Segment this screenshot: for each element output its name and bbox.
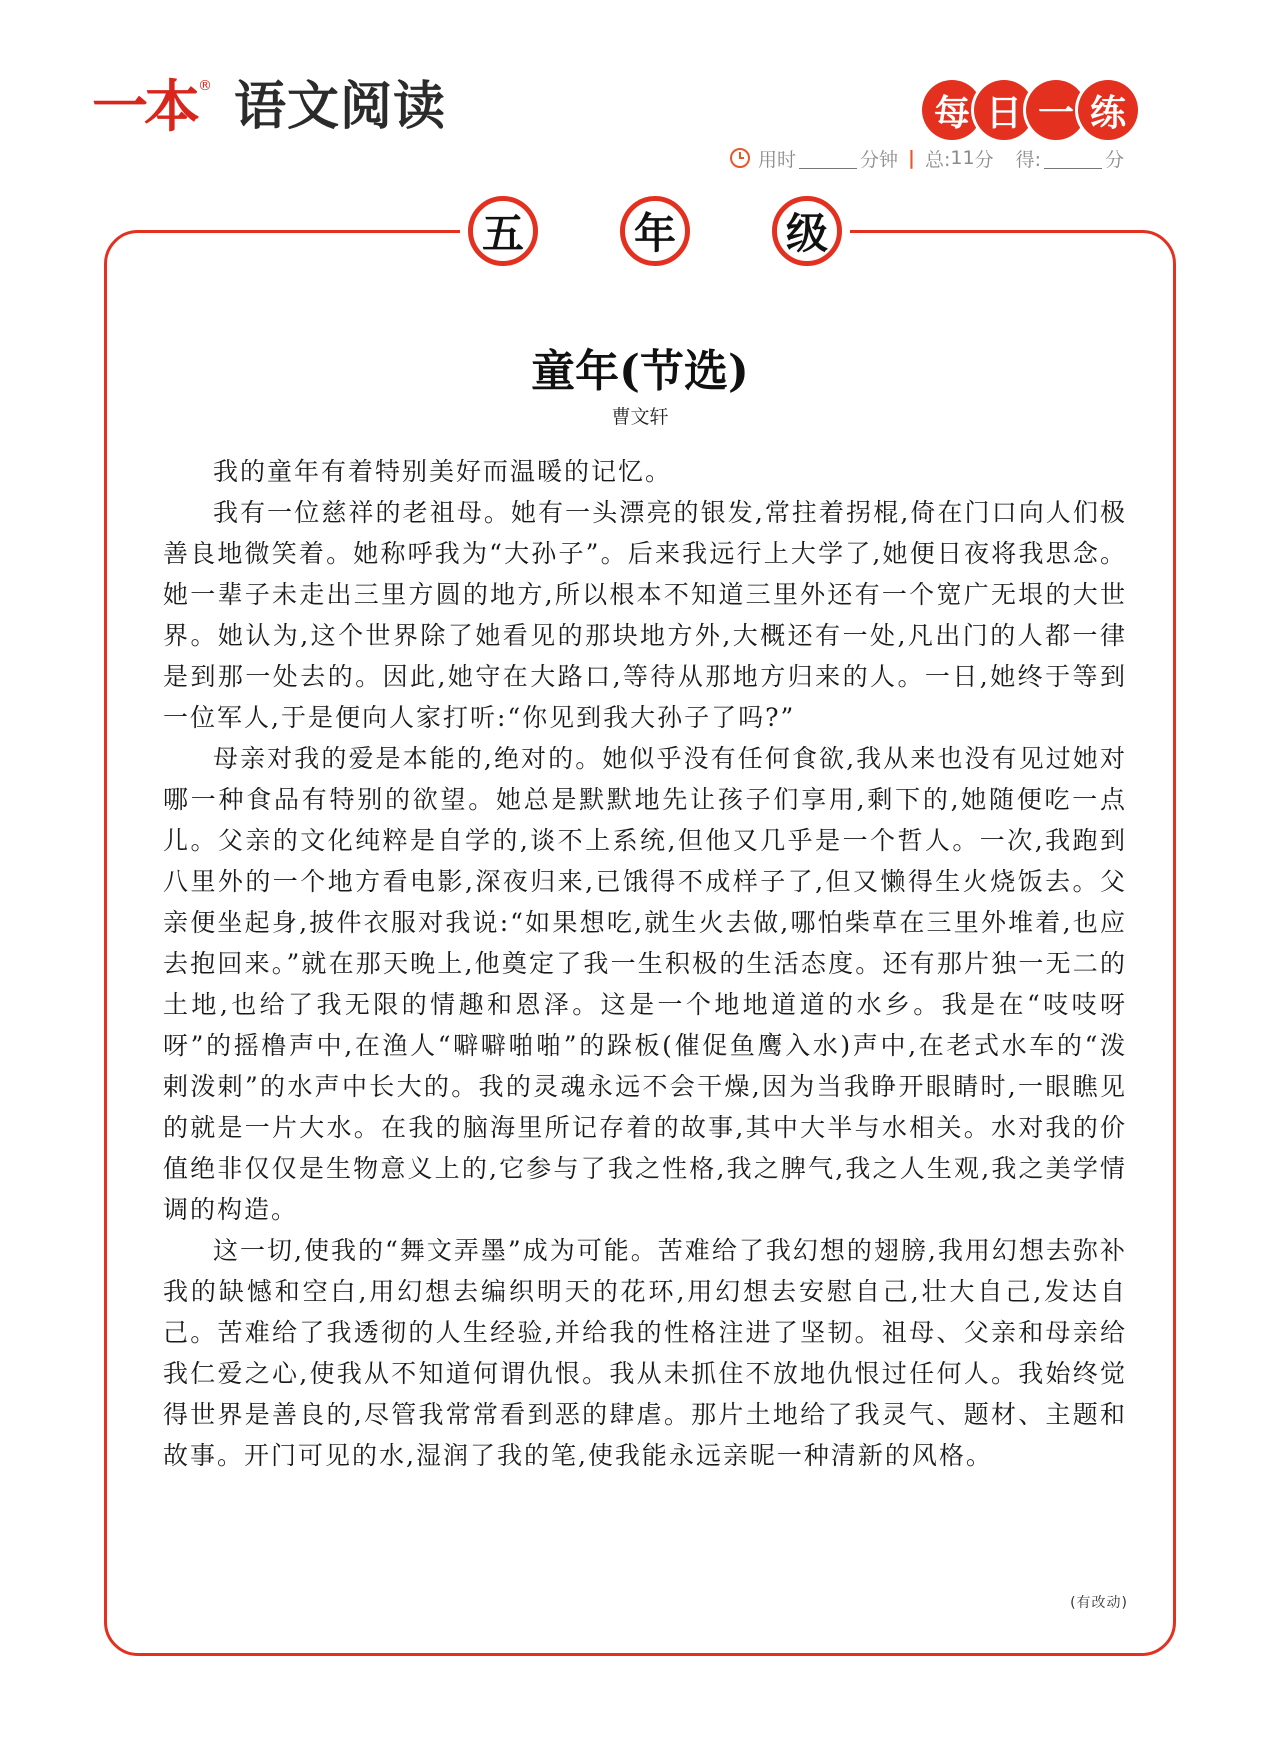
separator: | (908, 147, 915, 169)
revision-note: (有改动) (1070, 1595, 1128, 1611)
grade-char: 五 (468, 196, 538, 266)
total-unit: 分 (974, 148, 994, 171)
daily-badge-char: 日 (974, 80, 1034, 140)
registered-mark: ® (198, 78, 212, 94)
brand-title: 语文阅读 (234, 77, 447, 137)
time-blank (799, 148, 857, 169)
article-paragraph: 我的童年有着特别美好而温暖的记忆。 (213, 457, 673, 486)
daily-badge-char: 一 (1026, 80, 1086, 140)
score-meta-line (730, 144, 1164, 172)
article-title: 童年(节选) (531, 346, 749, 397)
score-unit: 分 (1105, 148, 1125, 171)
grade-char: 级 (772, 196, 842, 266)
daily-badge-char: 练 (1078, 80, 1138, 140)
clock-icon (730, 148, 750, 168)
article-paragraph: 我有一位慈祥的老祖母。她有一头漂亮的银发,常拄着拐棍,倚在门口向人们极善良地微笑着。她称呼我为“大孙子”。后来我远行上大学了,她便日夜将我思念。她一辈子未走出三里方圆的地方,所以根本不知道三里外还有一个宽广无垠的大世界。她认为,这个世界除了她看见的那块地方外,大概还有一处,凡出门的人都一律是到那一处去的。因此,她守在大路口,等待从那地方归来的人。一日,她终于等到一位军人,于是便向人家打听:“你见到我大孙子了吗?” (163, 498, 1127, 732)
grade-char: 年 (620, 196, 690, 266)
daily-practice-badge (922, 80, 1130, 140)
article-author: 曹文轩 (611, 406, 669, 428)
time-unit: 分钟 (860, 148, 899, 171)
brand-logo: 一本 (92, 74, 196, 140)
brand-header (92, 72, 446, 142)
score-label: 得: (1015, 148, 1041, 171)
grade-badge (460, 190, 850, 272)
daily-badge-char: 每 (922, 80, 982, 140)
total-label: 总: (924, 148, 951, 171)
article-body (163, 451, 1127, 1476)
article-paragraph: 这一切,使我的“舞文弄墨”成为可能。苦难给了我幻想的翅膀,我用幻想去弥补我的缺憾和空白,用幻想去编织明天的花环,用幻想去安慰自己,壮大自己,发达自己。苦难给了我透彻的人生经验,并给我的性格注进了坚韧。祖母、父亲和母亲给我仁爱之心,使我从不知道何谓仇恨。我从未抓住不放地仇恨过任何人。我始终觉得世界是善良的,尽管我常常看到恶的肆虐。那片土地给了我灵气、题材、主题和故事。开门可见的水,湿润了我的笔,使我能永远亲昵一种清新的风格。 (163, 1236, 1127, 1470)
article-paragraph: 母亲对我的爱是本能的,绝对的。她似乎没有任何食欲,我从来也没有见过她对哪一种食品有特别的欲望。她总是默默地先让孩子们享用,剩下的,她随便吃一点儿。父亲的文化纯粹是自学的,谈不上系统,但他又几乎是一个哲人。一次,我跑到八里外的一个地方看电影,深夜归来,已饿得不成样子了,但又懒得生火烧饭去。父亲便坐起身,披件衣服对我说:“如果想吃,就生火去做,哪怕柴草在三里外堆着,也应去抱回来。”就在那天晚上,他奠定了我一生积极的生活态度。还有那片独一无二的土地,也给了我无限的情趣和恩泽。这是一个地地道道的水乡。我是在“吱吱呀呀”的摇橹声中,在渔人“噼噼啪啪”的跺板(催促鱼鹰入水)声中,在老式水车的“泼剌泼剌”的水声中长大的。我的灵魂永远不会干燥,因为当我睁开眼睛时,一眼瞧见的就是一片大水。在我的脑海里所记存着的故事,其中大半与水相关。水对我的价值绝非仅仅是生物意义上的,它参与了我之性格,我之脾气,我之人生观,我之美学情调的构造。 (163, 744, 1127, 1224)
score-blank (1044, 148, 1102, 169)
total-value: 11 (950, 147, 975, 169)
time-label: 用时 (758, 148, 797, 171)
